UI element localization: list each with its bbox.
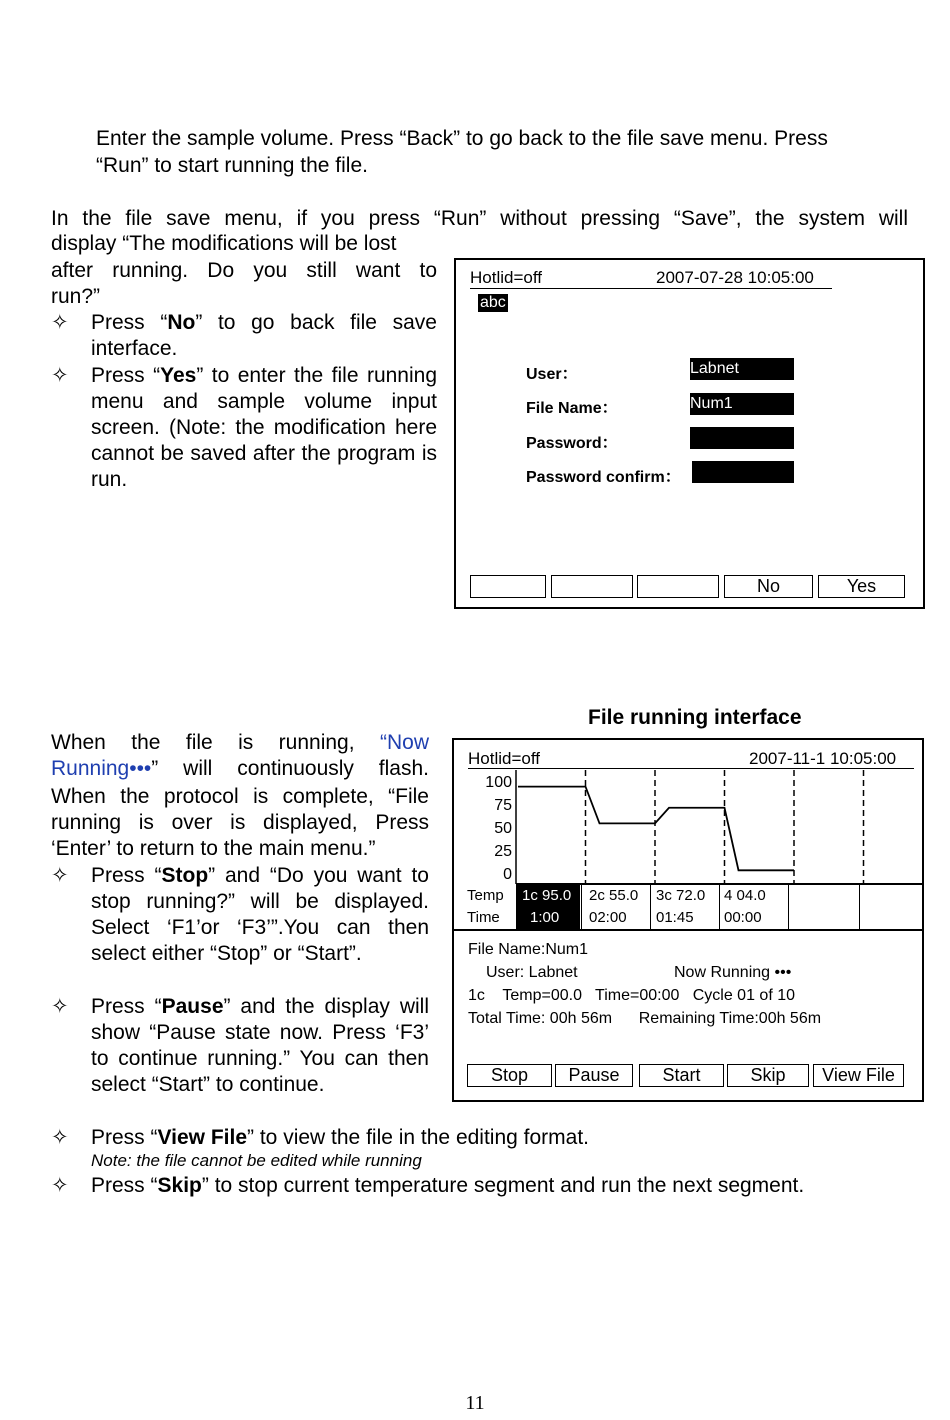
hotlid-status: Hotlid=off	[468, 749, 540, 768]
time-readout: Total Time: 00h 56m Remaining Time:00h 56m	[468, 1010, 822, 1027]
segment-temp-cell: 4 04.0	[724, 887, 766, 904]
bullet-stop: Press “Stop” and “Do you want to stop running?” will be displayed. Select ‘F1’or ‘F3’”.You can then select either “Stop” or “Start”.	[91, 864, 429, 965]
bullet-view-file: Press “View File” to view the file in the editing format.	[91, 1126, 590, 1149]
page-number: 11	[465, 1392, 485, 1414]
stop-button[interactable]: Stop	[467, 1064, 552, 1087]
para2-line-2: display “The modifications will be lost	[51, 232, 397, 255]
para2-line-1: In the file save menu, if you press “Run” without pressing “Save”, the system will	[51, 207, 908, 230]
segment-temp-cell: 1c 95.0	[516, 885, 580, 907]
filename-field[interactable]: Num1	[690, 393, 794, 415]
figure-caption: File running interface	[588, 706, 802, 729]
y-tick-label: 75	[494, 797, 512, 814]
bullet-star-icon: ✧	[51, 995, 69, 1018]
f3-button[interactable]	[637, 575, 719, 598]
para2-line-3: after running. Do you still want to	[51, 259, 437, 282]
password-label: Password：	[526, 435, 618, 452]
bullet-star-icon: ✧	[51, 364, 69, 387]
running-status: Now Running •••	[674, 964, 792, 981]
bullet-pause: Press “Pause” and the display will show “Pause state now. Press ‘F3’ to continue running.” You can then select “Start” to continue.	[91, 995, 430, 1096]
intro-line-2: “Run” to start running the file.	[96, 154, 368, 177]
y-tick-label: 0	[503, 866, 512, 883]
note: Note: the file cannot be edited while running	[91, 1151, 422, 1170]
file-running-screen	[452, 738, 924, 1102]
table-divider	[581, 885, 582, 929]
password-confirm-label: Password confirm：	[526, 469, 681, 486]
para3-line-2: Running•••” will continuously flash.	[51, 757, 429, 780]
password-field[interactable]	[690, 427, 794, 449]
user-field[interactable]: Labnet	[690, 358, 794, 380]
filename-label: File Name：	[526, 400, 618, 417]
bullet-star-icon: ✧	[51, 311, 69, 334]
view-file-button[interactable]: View File	[813, 1064, 904, 1087]
y-tick-label: 100	[485, 774, 512, 791]
intro-line-1: Enter the sample volume. Press “Back” to go back to the file save menu. Press	[96, 127, 828, 150]
table-divider	[650, 885, 651, 929]
table-divider	[859, 885, 860, 929]
bullet-yes: Press “Yes” to enter the file running menu and sample volume input screen. (Note: the modification here cannot be saved after the program is run.	[91, 364, 438, 491]
bullet-skip: Press “Skip” to stop current temperature segment and run the next segment.	[91, 1174, 805, 1197]
para3-rest: When the protocol is complete, “File running is over is displayed, Press ‘Enter’ to return to the main menu.”	[51, 785, 429, 860]
temp-row-label: Temp	[467, 887, 504, 904]
bullet-star-icon: ✧	[51, 1126, 69, 1149]
segment-time-cell: 01:45	[656, 909, 694, 926]
table-divider	[719, 885, 720, 929]
para3-line-1: When the file is running, “Now	[51, 731, 429, 754]
temperature-profile-line	[518, 787, 794, 871]
para2-line-4: run?”	[51, 285, 101, 308]
datetime: 2007-07-28 10:05:00	[656, 268, 814, 287]
time-row-label: Time	[467, 909, 500, 926]
y-tick-label: 25	[494, 843, 512, 860]
hotlid-status: Hotlid=off	[470, 268, 542, 287]
segment-temp-cell: 2c 55.0	[589, 887, 639, 904]
pause-button[interactable]: Pause	[555, 1064, 633, 1087]
text-input[interactable]: abc	[480, 294, 506, 311]
bullet-star-icon: ✧	[51, 1174, 69, 1197]
start-button[interactable]: Start	[639, 1064, 724, 1087]
segment-temp-cell: 3c 72.0	[656, 887, 706, 904]
save-confirm-screen	[454, 258, 925, 609]
skip-button[interactable]: Skip	[727, 1064, 809, 1087]
bullet-star-icon: ✧	[51, 864, 69, 887]
file-name-readout: File Name:Num1	[468, 941, 589, 958]
password-confirm-field[interactable]	[692, 461, 794, 483]
no-button[interactable]: No	[724, 575, 813, 598]
progress-readout: 1c Temp=00.0 Time=00:00 Cycle 01 of 10	[468, 987, 796, 1004]
segment-time-cell: 1:00	[516, 907, 580, 929]
f2-button[interactable]	[551, 575, 633, 598]
header-rule	[470, 288, 832, 289]
y-tick-label: 50	[494, 820, 512, 837]
datetime: 2007-11-1 10:05:00	[749, 749, 897, 768]
f1-button[interactable]	[470, 575, 546, 598]
user-readout: User: Labnet	[486, 964, 578, 981]
table-divider	[788, 885, 789, 929]
bullet-no: Press “No” to go back file save interface.	[91, 311, 437, 360]
user-label: User：	[526, 366, 578, 383]
table-rule	[454, 929, 922, 931]
yes-button[interactable]: Yes	[818, 575, 905, 598]
segment-time-cell: 00:00	[724, 909, 762, 926]
segment-time-cell: 02:00	[589, 909, 627, 926]
